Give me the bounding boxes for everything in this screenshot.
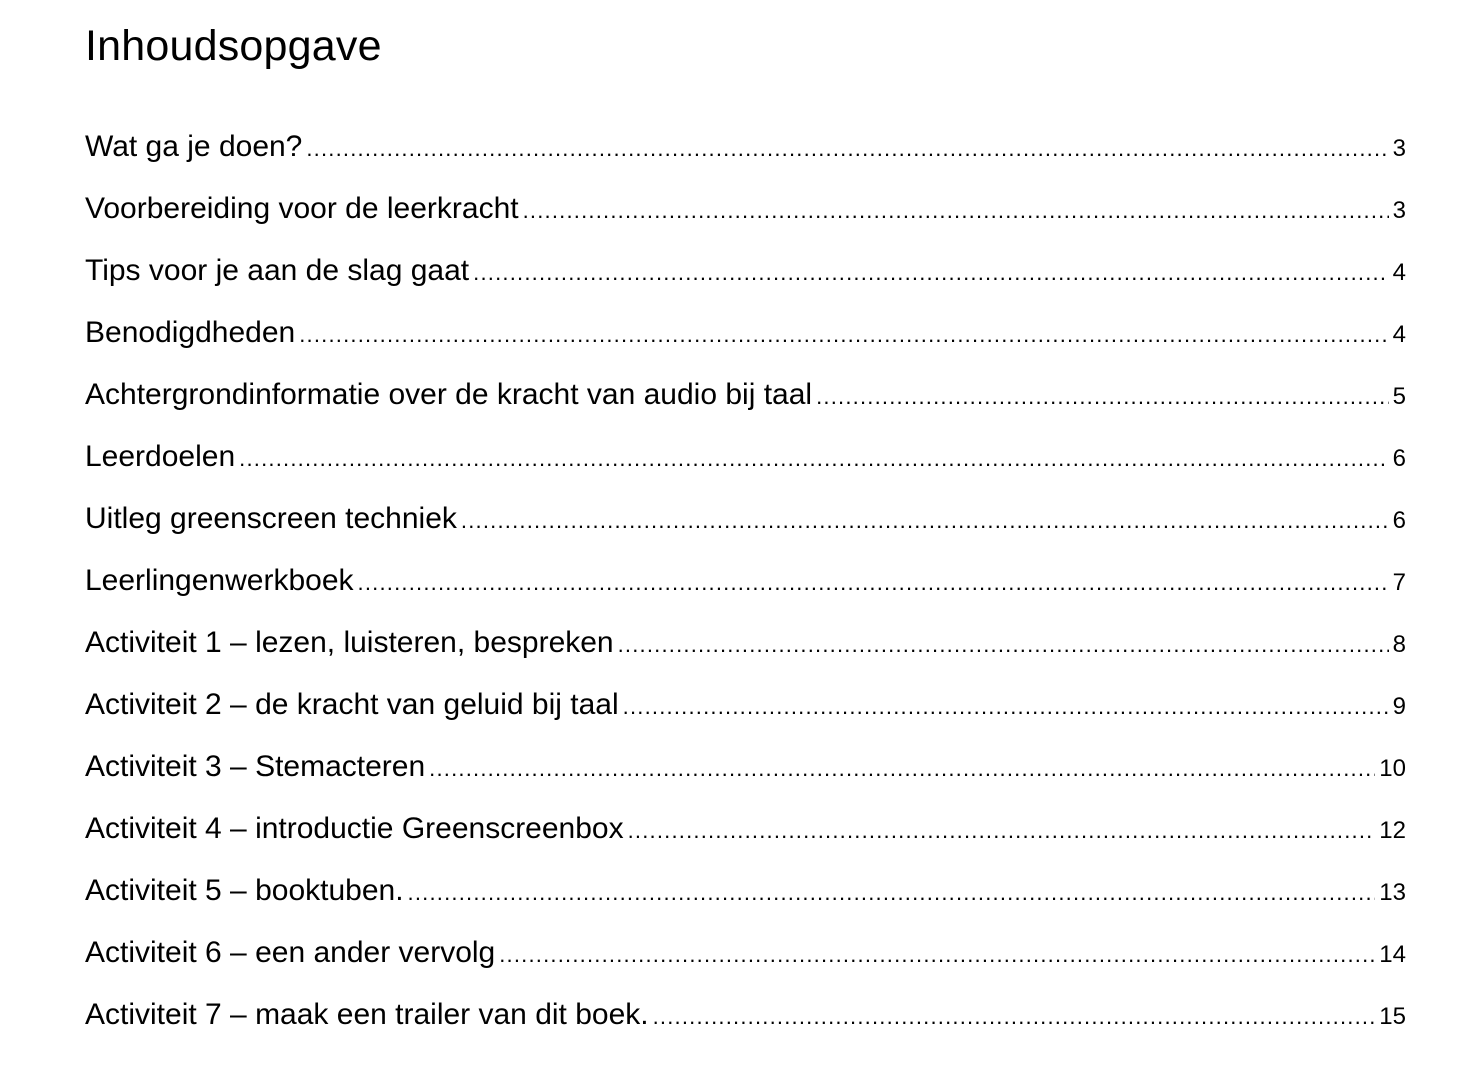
toc-entry-label: Activiteit 3 – Stemacteren [85,750,426,783]
toc-entry-page: 13 [1379,879,1406,906]
toc-entry-label: Uitleg greenscreen techniek [85,502,457,535]
table-of-contents [85,0,1406,1031]
toc-entry-page: 14 [1379,941,1406,968]
toc-entry-page: 9 [1392,693,1406,720]
toc-title: Inhoudsopgave [85,22,382,70]
dot-leader [473,242,1389,304]
dot-leader [618,614,1389,676]
toc-entry-label: Leerlingenwerkboek [85,564,354,597]
toc-list [85,116,1406,1046]
toc-entry-page: 10 [1379,755,1406,782]
dot-leader [499,924,1375,986]
dot-leader [523,180,1389,242]
toc-entry[interactable] [85,178,1406,240]
toc-entry-page: 5 [1392,383,1406,410]
dot-leader [429,738,1375,800]
toc-entry[interactable] [85,984,1406,1046]
toc-entry-page: 12 [1379,817,1406,844]
toc-entry-label: Wat ga je doen? [85,130,303,163]
dot-leader [358,552,1389,614]
dot-leader [239,428,1389,490]
toc-entry[interactable] [85,736,1406,798]
dot-leader [816,366,1389,428]
dot-leader [299,304,1388,366]
toc-entry-label: Activiteit 4 – introductie Greenscreenbox [85,812,624,845]
toc-entry-label: Achtergrondinformatie over de kracht van audio bij taal [85,378,813,411]
toc-entry-label: Activiteit 6 – een ander vervolg [85,936,496,969]
toc-entry-label: Activiteit 2 – de kracht van geluid bij taal [85,688,619,721]
toc-entry[interactable] [85,302,1406,364]
toc-entry-label: Leerdoelen [85,440,236,473]
dot-leader [461,490,1389,552]
toc-entry[interactable] [85,488,1406,550]
toc-entry[interactable] [85,922,1406,984]
toc-entry-label: Tips voor je aan de slag gaat [85,254,470,287]
toc-entry-page: 4 [1392,321,1406,348]
toc-entry-label: Activiteit 7 – maak een trailer van dit boek. [85,998,649,1031]
dot-leader [628,800,1376,862]
dot-leader [306,118,1388,180]
toc-entry-page: 6 [1392,445,1406,472]
toc-entry-page: 7 [1392,569,1406,596]
toc-entry[interactable] [85,612,1406,674]
toc-entry-page: 8 [1392,631,1406,658]
toc-entry-label: Benodigdheden [85,316,296,349]
toc-entry-label: Activiteit 5 – booktuben. [85,874,404,907]
toc-entry-page: 6 [1392,507,1406,534]
toc-entry[interactable] [85,240,1406,302]
dot-leader [653,986,1376,1048]
toc-entry[interactable] [85,116,1406,178]
toc-entry-label: Voorbereiding voor de leerkracht [85,192,519,225]
toc-entry[interactable] [85,550,1406,612]
toc-entry[interactable] [85,364,1406,426]
toc-entry-page: 4 [1392,259,1406,286]
toc-entry-page: 15 [1379,1003,1406,1030]
toc-entry[interactable] [85,798,1406,860]
toc-entry[interactable] [85,674,1406,736]
toc-entry-page: 3 [1392,197,1406,224]
toc-entry[interactable] [85,860,1406,922]
dot-leader [408,862,1376,924]
dot-leader [623,676,1389,738]
toc-entry[interactable] [85,426,1406,488]
toc-entry-label: Activiteit 1 – lezen, luisteren, bespreken [85,626,614,659]
toc-entry-page: 3 [1392,135,1406,162]
